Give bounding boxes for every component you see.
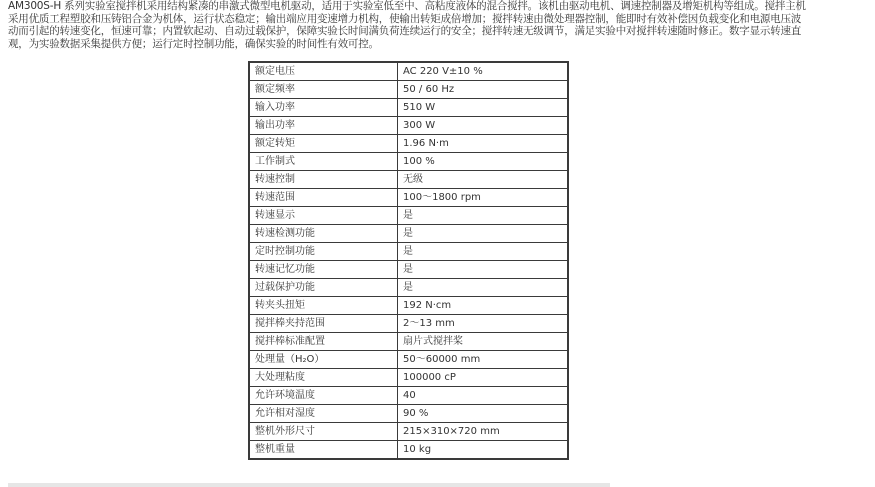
spec-label: 转速控制 [249,171,398,189]
spec-label: 允许环境温度 [249,387,398,405]
spec-label: 处理量（H₂O） [249,351,398,369]
spec-value: 40 [398,387,569,405]
spec-row [249,387,568,405]
spec-label: 搅拌棒标准配置 [249,333,398,351]
spec-table [248,61,569,460]
spec-label: 搅拌棒夹持范围 [249,315,398,333]
spec-value: 是 [398,207,569,225]
spec-row [249,189,568,207]
spec-label: 转夹头扭矩 [249,297,398,315]
spec-row [249,315,568,333]
spec-value: 300 W [398,117,569,135]
spec-label: 定时控制功能 [249,243,398,261]
spec-value: 100 % [398,153,569,171]
spec-row [249,351,568,369]
spec-label: 输出功率 [249,117,398,135]
spec-row [249,225,568,243]
spec-label: 转速范围 [249,189,398,207]
spec-value: 100000 cP [398,369,569,387]
spec-value: 192 N·cm [398,297,569,315]
spec-value: 是 [398,279,569,297]
spec-row [249,207,568,225]
spec-label: 额定频率 [249,81,398,99]
spec-row [249,423,568,441]
spec-row [249,297,568,315]
spec-row [249,81,568,99]
spec-value: 是 [398,261,569,279]
spec-label: 允许相对湿度 [249,405,398,423]
spec-label: 大处理粘度 [249,369,398,387]
spec-label: 输入功率 [249,99,398,117]
spec-value: 50～60000 mm [398,351,569,369]
spec-value: 90 % [398,405,569,423]
spec-row [249,62,568,81]
spec-label: 整机重量 [249,441,398,460]
spec-value: 扇片式搅拌桨 [398,333,569,351]
spec-label: 额定转矩 [249,135,398,153]
spec-row [249,405,568,423]
spec-label: 转速记忆功能 [249,261,398,279]
spec-value: 1.96 N·m [398,135,569,153]
spec-value: 无级 [398,171,569,189]
spec-row [249,243,568,261]
spec-row [249,261,568,279]
spec-value: 2～13 mm [398,315,569,333]
spec-table-body [249,62,568,459]
spec-value: 510 W [398,99,569,117]
spec-label: 转速检测功能 [249,225,398,243]
spec-row [249,171,568,189]
spec-row [249,99,568,117]
spec-value: 215×310×720 mm [398,423,569,441]
spec-value: 是 [398,243,569,261]
spec-row [249,333,568,351]
spec-label: 额定电压 [249,62,398,81]
horizontal-scrollbar[interactable] [8,483,610,487]
spec-row [249,279,568,297]
spec-value: 50 / 60 Hz [398,81,569,99]
spec-label: 整机外形尺寸 [249,423,398,441]
spec-value: 100～1800 rpm [398,189,569,207]
spec-label: 工作制式 [249,153,398,171]
spec-value: AC 220 V±10 % [398,62,569,81]
spec-row [249,117,568,135]
spec-row [249,135,568,153]
spec-label: 过载保护功能 [249,279,398,297]
spec-row [249,441,568,460]
spec-label: 转速显示 [249,207,398,225]
spec-row [249,369,568,387]
spec-row [249,153,568,171]
product-description [8,0,808,50]
spec-value: 10 kg [398,441,569,460]
spec-value: 是 [398,225,569,243]
description-paragraph: AM300S-H 系列实验室搅拌机采用结构紧凑的串激式微型电机驱动，适用于实验室低至中、高粘度液体的混合搅拌。该机由驱动电机、调速控制器及增矩机构等组成。搅拌主机采用优质工程塑胶和压铸铝合金为机体，运行状态稳定；输出端应用变速增力机构，使输出转矩成倍增加；搅拌转速由微处理器控制，能即时有效补偿因负载变化和电源电压波动而引起的转速变化，恒速可靠；内置软起动、自动过载保护，保障实验长时间满负荷连续运行的安全；搅拌转速无级调节，满足实验中对搅拌转速随时修正。数字显示转速直观，为实验数据采集提供方便；运行定时控制功能，确保实验的时间性有效可控。 [8,0,806,50]
